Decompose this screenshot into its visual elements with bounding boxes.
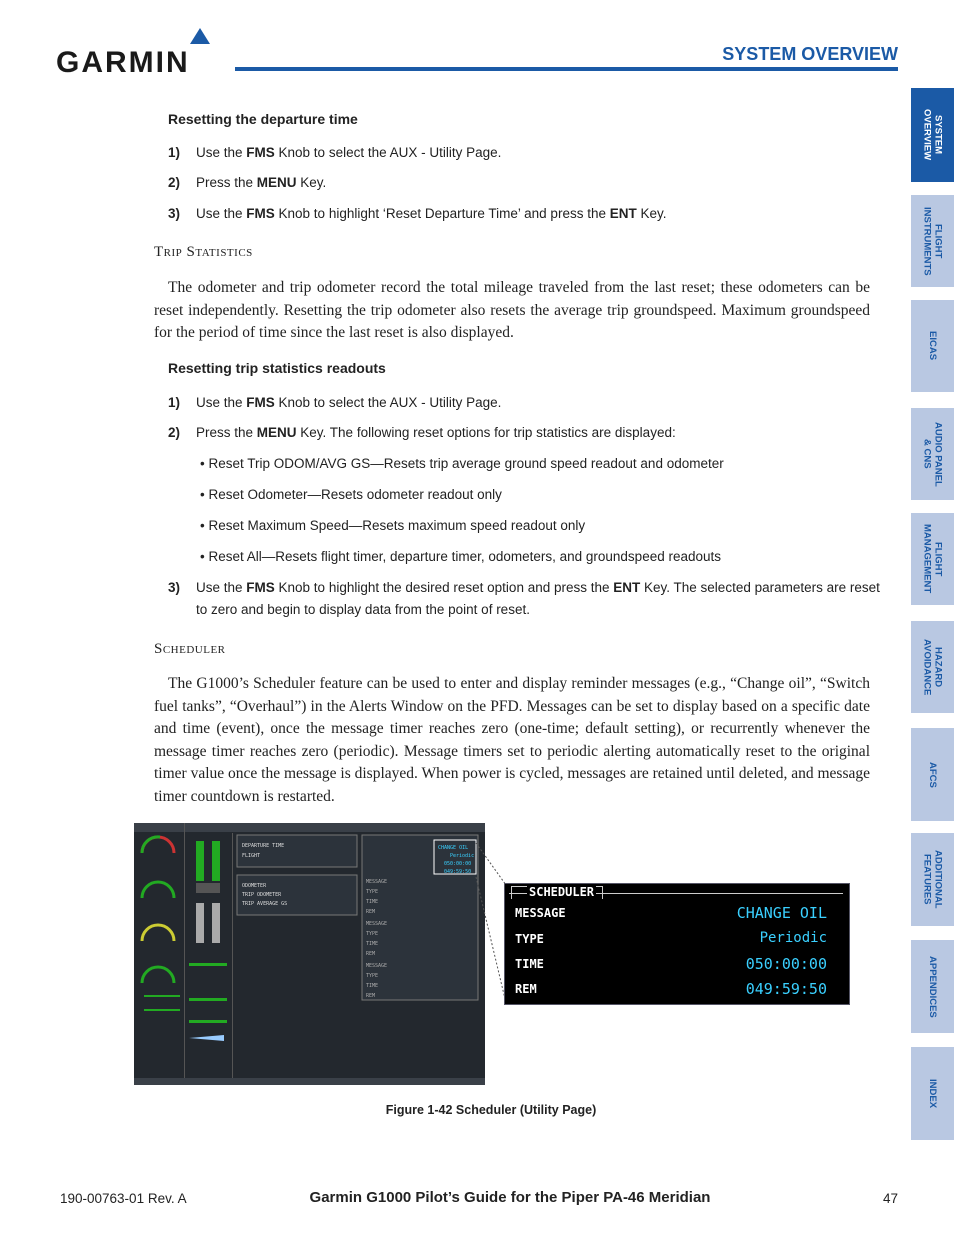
header-rule	[235, 67, 898, 71]
tab-audio-panel[interactable]: AUDIO PANEL & CNS	[911, 408, 954, 500]
garmin-logo-text: GARMIN	[56, 46, 190, 79]
svg-text:TYPE: TYPE	[366, 973, 379, 979]
tab-eicas[interactable]: EICAS	[911, 300, 954, 392]
svg-text:CHANGE OIL: CHANGE OIL	[438, 845, 469, 851]
tab-system-overview[interactable]: SYSTEM OVERVIEW	[911, 88, 954, 182]
callout-label-rem: REM	[515, 982, 537, 996]
callout-label-type: TYPE	[515, 932, 544, 946]
page-number: 47	[882, 1191, 898, 1206]
svg-text:049:59:50: 049:59:50	[444, 869, 472, 875]
trip-statistics-paragraph: The odometer and trip odometer record the total mileage traveled from the last reset; these odometers can be reset independently. Resetting the trip odometer also resets the average trip groundspeed. Maximum groundspeed for the period of time since the last reset is also displayed.	[154, 279, 870, 341]
svg-text:TIME: TIME	[366, 899, 379, 905]
callout-value-message: CHANGE OIL	[736, 904, 827, 922]
svg-text:MESSAGE: MESSAGE	[366, 963, 388, 969]
callout-label-message: MESSAGE	[515, 906, 566, 920]
callout-label-time: TIME	[515, 957, 544, 971]
svg-text:REM: REM	[366, 951, 376, 957]
svg-text:TYPE: TYPE	[366, 889, 379, 895]
section-title: SYSTEM OVERVIEW	[722, 44, 898, 64]
callout-leader-lines	[474, 843, 508, 1005]
tab-hazard-avoidance[interactable]: HAZARD AVOIDANCE	[911, 621, 954, 713]
step-1: 1) Use the FMS Knob to select the AUX - Utility Page.	[168, 145, 502, 160]
bullet-reset-max-speed: • Reset Maximum Speed—Resets maximum speed readout only	[200, 518, 586, 533]
mfd-screen-graphic	[134, 823, 485, 1085]
tab-additional-features[interactable]: ADDITIONAL FEATURES	[911, 833, 954, 926]
svg-text:REM: REM	[366, 993, 376, 999]
svg-text:ODOMETER: ODOMETER	[242, 883, 267, 889]
footer-title: Garmin G1000 Pilot’s Guide for the Piper PA-46 Meridian	[309, 1189, 711, 1206]
svg-text:TYPE: TYPE	[366, 931, 379, 937]
bullet-reset-trip: • Reset Trip ODOM/AVG GS—Resets trip average ground speed readout and odometer	[200, 456, 724, 471]
svg-text:MESSAGE: MESSAGE	[366, 921, 388, 927]
scheduler-heading: Scheduler	[154, 641, 226, 657]
svg-text:TRIP ODOMETER: TRIP ODOMETER	[242, 892, 282, 898]
bullet-reset-all: • Reset All—Resets flight timer, departure timer, odometers, and groundspeed readouts	[200, 549, 722, 564]
svg-text:050:00:00: 050:00:00	[444, 861, 472, 867]
svg-text:TRIP AVERAGE GS: TRIP AVERAGE GS	[242, 901, 288, 907]
svg-text:TIME: TIME	[366, 941, 379, 947]
tab-appendices[interactable]: APPENDICES	[911, 940, 954, 1033]
svg-text:FLIGHT: FLIGHT	[242, 853, 261, 859]
svg-text:DEPARTURE TIME: DEPARTURE TIME	[242, 843, 285, 849]
svg-text:REM: REM	[366, 909, 376, 915]
svg-text:TIME: TIME	[366, 983, 379, 989]
tab-flight-management[interactable]: FLIGHT MANAGEMENT	[911, 513, 954, 605]
garmin-logo	[56, 28, 221, 78]
tab-afcs[interactable]: AFCS	[911, 728, 954, 821]
trip-step-3: 3) Use the FMS Knob to highlight the desired reset option and press the ENT Key. The selected parameters are reset	[168, 580, 880, 595]
callout-value-rem: 049:59:50	[745, 980, 827, 998]
trip-step-1: 1) Use the FMS Knob to select the AUX - Utility Page.	[168, 395, 502, 410]
scheduler-paragraph: The G1000’s Scheduler feature can be used to enter and display reminder messages (e.g., “Change oil”, “Switch fuel tanks”, “Overhaul”) in the Alerts Window on the PFD. Messages can be set to display based on a specific date and time (event), once the message timer reaches zero (one-time; default setting), or recurrently whenever the message timer reaches zero (periodic). Message timers set to periodic alerting automatically reset to the original timer value once the message is displayed. When power is cycled, messages are retained until deleted, and message timer countdown is restarted.	[154, 675, 870, 805]
departure-time-heading: Resetting the departure time	[168, 111, 358, 127]
mfd-utility-page-image	[134, 823, 485, 1085]
bullet-reset-odometer: • Reset Odometer—Resets odometer readout only	[200, 487, 502, 502]
section-tabs	[911, 88, 954, 1140]
step-2: 2) Press the MENU Key.	[168, 175, 327, 190]
figure-caption: Figure 1-42 Scheduler (Utility Page)	[385, 1103, 597, 1117]
tab-index[interactable]: INDEX	[911, 1047, 954, 1140]
trip-step-3-cont: to zero and begin to display data from the point of reset.	[196, 602, 530, 617]
svg-text:Periodic: Periodic	[450, 853, 475, 859]
trip-readouts-heading: Resetting trip statistics readouts	[168, 360, 386, 376]
garmin-delta-icon	[190, 28, 210, 44]
svg-text:MESSAGE: MESSAGE	[366, 879, 388, 885]
step-3: 3) Use the FMS Knob to highlight ‘Reset Departure Time’ and press the ENT Key.	[168, 206, 667, 221]
doc-number: 190-00763-01 Rev. A	[60, 1191, 187, 1206]
callout-title: SCHEDULER	[529, 885, 595, 899]
trip-statistics-heading: Trip Statistics	[154, 244, 253, 260]
callout-value-type: Periodic	[759, 930, 827, 946]
callout-value-time: 050:00:00	[745, 955, 827, 973]
scheduler-callout	[504, 883, 850, 1005]
tab-flight-instruments[interactable]: FLIGHT INSTRUMENTS	[911, 195, 954, 287]
trip-step-2: 2) Press the MENU Key. The following reset options for trip statistics are displayed:	[168, 425, 676, 440]
